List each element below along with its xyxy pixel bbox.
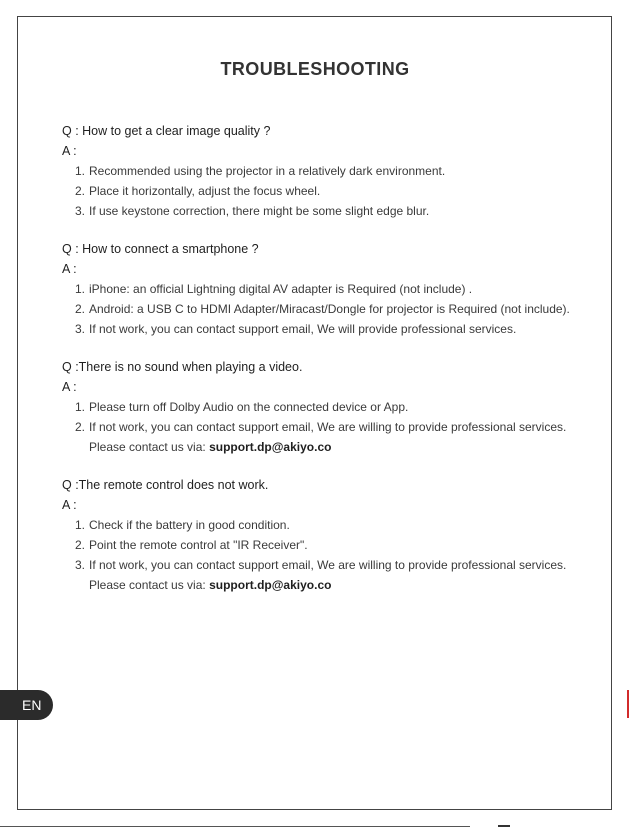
faq-section-no-sound [62, 357, 582, 457]
item-number: 3. [75, 322, 86, 336]
item-text: Place it horizontally, adjust the focus wheel. [89, 184, 321, 198]
answer-label: A : [62, 144, 77, 158]
page-title: TROUBLESHOOTING [220, 59, 410, 79]
question-label: Q : [62, 360, 79, 374]
item-number: 2. [75, 538, 86, 552]
item-number: 2. [75, 302, 86, 316]
question [62, 121, 582, 141]
question [62, 239, 582, 259]
answer-label: A : [62, 262, 77, 276]
answer-label: A : [62, 380, 77, 394]
question [62, 475, 582, 495]
question-text: How to get a clear image quality ? [78, 124, 271, 138]
question-label: Q : [62, 478, 79, 492]
item-text: If not work, you can contact support email, We will provide professional services. [89, 322, 517, 336]
list-item [62, 181, 582, 201]
list-item [62, 299, 582, 319]
faq-section-remote [62, 475, 582, 595]
question-label: Q : [62, 242, 79, 256]
item-text: Check if the battery in good condition. [89, 518, 290, 532]
item-number: 1. [75, 400, 86, 414]
list-item [62, 161, 582, 181]
list-item [62, 397, 582, 417]
item-number: 3. [75, 204, 86, 218]
answer-list [62, 161, 582, 221]
list-item [62, 201, 582, 221]
question-text: How to connect a smartphone ? [78, 242, 259, 256]
support-email-link[interactable]: support.dp@akiyo.co [209, 440, 332, 454]
answer-list [62, 515, 582, 595]
language-tab: EN [0, 690, 53, 720]
list-item [62, 555, 582, 595]
faq-section-smartphone [62, 239, 582, 339]
bottom-rule [0, 826, 470, 827]
list-item [62, 319, 582, 339]
list-item [62, 279, 582, 299]
item-number: 1. [75, 164, 86, 178]
list-item [62, 535, 582, 555]
item-text: iPhone: an official Lightning digital AV adapter is Required (not include) . [89, 282, 473, 296]
answer-list [62, 279, 582, 339]
item-text: If not work, you can contact support email, We are willing to provide professional services. Please contact us via: [89, 558, 567, 592]
item-text: Point the remote control at "IR Receiver". [89, 538, 308, 552]
faq-section-image-quality [62, 121, 582, 221]
edge-marker [627, 690, 629, 718]
bottom-dash [498, 825, 510, 827]
list-item [62, 515, 582, 535]
list-item [62, 417, 582, 457]
answer-label: A : [62, 498, 77, 512]
item-text: Recommended using the projector in a relatively dark environment. [89, 164, 446, 178]
faq-content [62, 121, 582, 613]
item-number: 3. [75, 558, 86, 572]
item-text: If use keystone correction, there might be some slight edge blur. [89, 204, 430, 218]
item-number: 1. [75, 518, 86, 532]
support-email-link[interactable]: support.dp@akiyo.co [209, 578, 332, 592]
answer-list [62, 397, 582, 457]
item-text: If not work, you can contact support email, We are willing to provide professional services. Please contact us via: [89, 420, 567, 454]
question-text: There is no sound when playing a video. [78, 360, 303, 374]
item-text: Please turn off Dolby Audio on the connected device or App. [89, 400, 409, 414]
item-text: Android: a USB C to HDMI Adapter/Miracast/Dongle for projector is Required (not include). [89, 302, 570, 316]
question [62, 357, 582, 377]
item-number: 2. [75, 420, 86, 434]
question-label: Q : [62, 124, 79, 138]
question-text: The remote control does not work. [78, 478, 269, 492]
item-number: 1. [75, 282, 86, 296]
item-number: 2. [75, 184, 86, 198]
